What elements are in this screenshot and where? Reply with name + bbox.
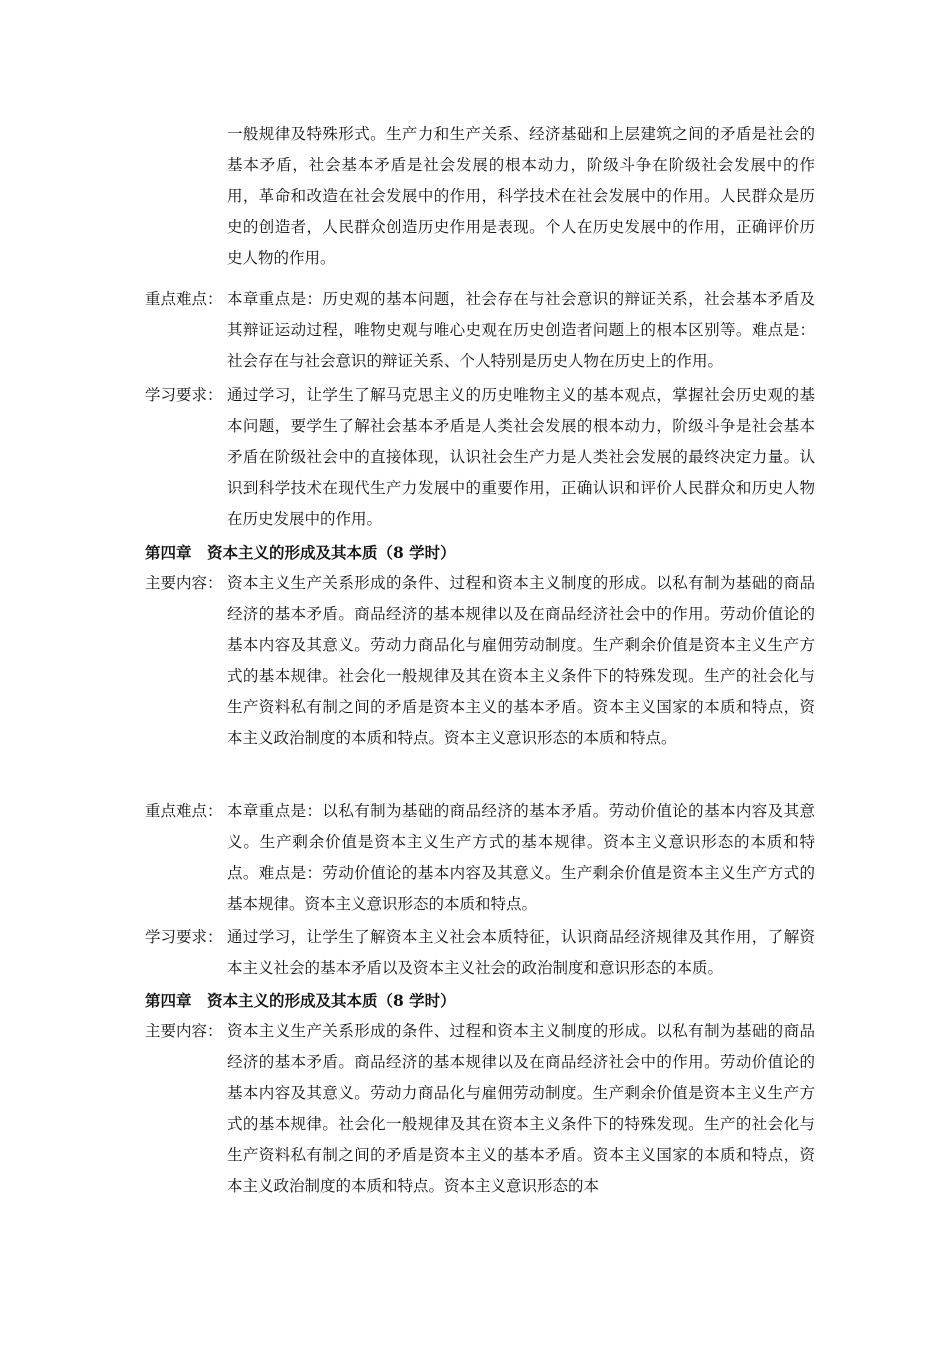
chapter-heading: 第四章 资本主义的形成及其本质（8 学时） <box>145 543 456 562</box>
continuation-paragraph <box>145 119 815 274</box>
entry-text: 本章重点是：历史观的基本问题，社会存在与社会意识的辩证关系，社会基本矛盾及其辩证运动过程，唯物史观与唯心史观在历史创造者问题上的根本区别等。难点是：社会存在与社会意识的辩证关系、个人特别是历史人物在历史上的作用。 <box>227 290 815 370</box>
entry-text: 资本主义生产关系形成的条件、过程和资本主义制度的形成。以私有制为基础的商品经济的基本矛盾。商品经济的基本规律以及在商品经济社会中的作用。劳动价值论的基本内容及其意义。劳动力商品化与雇佣劳动制度。生产剩余价值是资本主义生产方式的基本规律。社会化一般规律及其在资本主义条件下的特殊发现。生产的社会化与生产资料私有制之间的矛盾是资本主义的基本矛盾。资本主义国家的本质和特点，资本主义政治制度的本质和特点。资本主义意识形态的本质和特点。 <box>227 574 815 747</box>
entry-text: 通过学习，让学生了解资本主义社会本质特征，认识商品经济规律及其作用，了解资本主义社会的基本矛盾以及资本主义社会的政治制度和意识形态的本质。 <box>227 928 815 977</box>
key-points-section <box>145 796 815 920</box>
entry-text: 资本主义生产关系形成的条件、过程和资本主义制度的形成。以私有制为基础的商品经济的基本矛盾。商品经济的基本规律以及在商品经济社会中的作用。劳动价值论的基本内容及其意义。劳动力商品化与雇佣劳动制度。生产剩余价值是资本主义生产方式的基本规律。社会化一般规律及其在资本主义条件下的特殊发现。生产的社会化与生产资料私有制之间的矛盾是资本主义的基本矛盾。资本主义国家的本质和特点，资本主义政治制度的本质和特点。资本主义意识形态的本 <box>227 1022 815 1195</box>
entry-label: 主要内容： <box>145 574 223 592</box>
entry-text: 通过学习，让学生了解马克思主义的历史唯物主义的基本观点，掌握社会历史观的基本问题，要学生了解社会基本矛盾是人类社会发展的根本动力，阶级斗争是社会基本矛盾在阶级社会中的直接体现，认识社会生产力是人类社会发展的最终决定力量。认识到科学技术在现代生产力发展中的重要作用，正确认识和评价人民群众和历史人物在历史发展中的作用。 <box>227 386 815 528</box>
study-requirements-section <box>145 922 815 984</box>
key-points-section <box>145 284 815 377</box>
study-requirements-section <box>145 380 815 535</box>
entry-label: 学习要求： <box>145 928 223 946</box>
main-content-section <box>145 1016 815 1202</box>
chapter-heading: 第四章 资本主义的形成及其本质（8 学时） <box>145 991 456 1010</box>
entry-label: 重点难点： <box>145 290 223 308</box>
paragraph-text: 一般规律及特殊形式。生产力和生产关系、经济基础和上层建筑之间的矛盾是社会的基本矛盾，社会基本矛盾是社会发展的根本动力，阶级斗争在阶级社会发展中的作用，革命和改造在社会发展中的作用，科学技术在社会发展中的作用。人民群众是历史的创造者，人民群众创造历史作用是表现。个人在历史发展中的作用，正确评价历史人物的作用。 <box>227 125 815 267</box>
entry-text: 本章重点是：以私有制为基础的商品经济的基本矛盾。劳动价值论的基本内容及其意义。生产剩余价值是资本主义生产方式的基本规律。资本主义意识形态的本质和特点。难点是：劳动价值论的基本内容及其意义。生产剩余价值是资本主义生产方式的基本规律。资本主义意识形态的本质和特点。 <box>227 802 815 913</box>
main-content-section <box>145 568 815 754</box>
entry-label: 主要内容： <box>145 1022 223 1040</box>
entry-label: 学习要求： <box>145 386 223 404</box>
entry-label: 重点难点： <box>145 802 223 820</box>
